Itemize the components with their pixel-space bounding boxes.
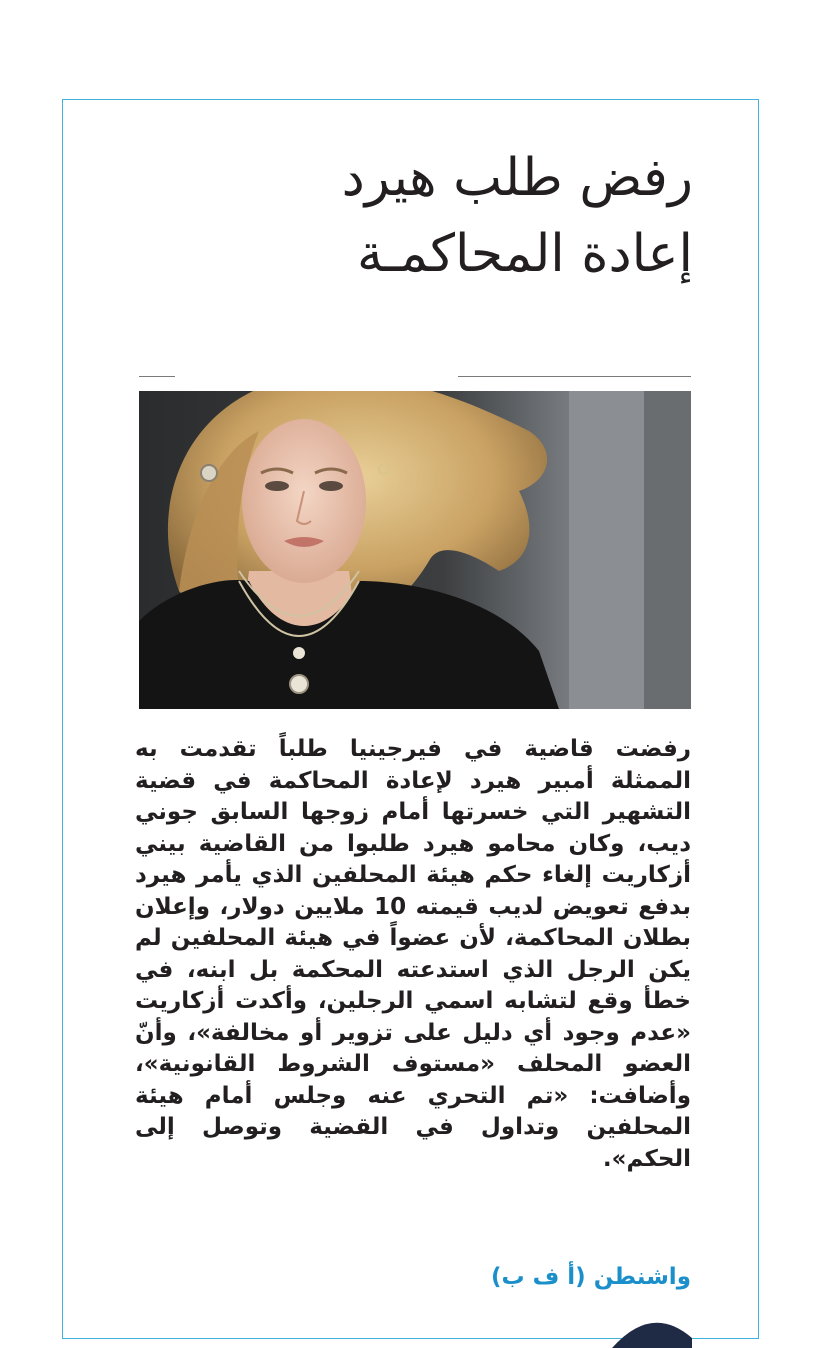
headline-rule-right [458,376,691,377]
decorative-corner-shape [612,1308,692,1348]
article-dateline: واشنطن (أ ف ب) [490,1264,691,1290]
article-photo [139,391,691,709]
article-headline: رفض طلب هيرد إعادة المحاكمـة [341,148,693,284]
headline-rule-left [139,376,175,377]
article-body: رفضت قاضية في فيرجينيا طلباً تقدمت به الممثلة أمبير هيرد لإعادة المحاكمة في قضية التشهير التي خسرتها أمام زوجها السابق جوني ديب، وكان محامو هيرد طلبوا من القاضية بيني أزكاريت إلغاء حكم هيئة المحلفين الذي يأمر هيرد بدفع تعويض لديب قيمته 10 ملايين دولار، وإعلان بطلان المحاكمة، لأن عضواً في هيئة المحلفين لم يكن الرجل الذي استدعته المحكمة بل ابنه، في خطأ وقع لتشابه اسمي الرجلين، وأكدت أزكاريت «عدم وجود أي دليل على تزوير أو مخالفة»، وأنّ العضو المحلف «مستوف الشروط القانونية»، وأضافت: «تم التحري عنه وجلس أمام هيئة المحلفين وتداول في القضية وتوصل إلى الحكم». [135,736,692,1172]
